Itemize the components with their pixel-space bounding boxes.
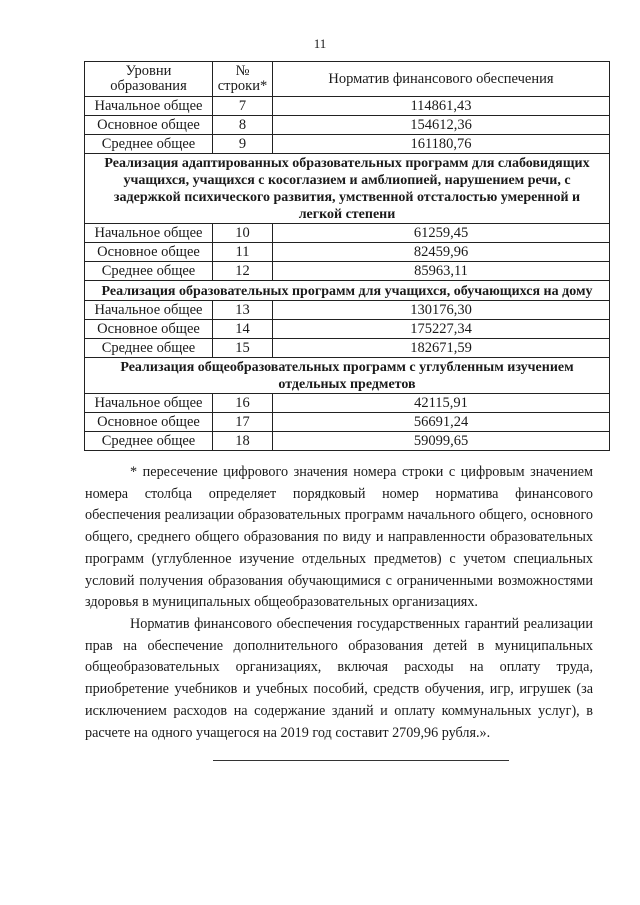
financing-norms-table	[84, 61, 610, 451]
cell-level: Среднее общее	[85, 262, 213, 281]
cell-row-number: 10	[213, 224, 273, 243]
footnote: * пересечение цифрового значения номера строки с цифровым значением номера столбца определяет порядковый номер норматива финансового обеспечения реализации образовательных программ начального общего, основного общего, среднего общего образования по виду и направленности образовательных программ (углубленное изучение отдельных предметов) с учетом специальных условий получения образования обучающимися с ограниченными возможностями здоровья в муниципальных общеобразовательных организациях.	[85, 464, 593, 611]
cell-row-number: 17	[213, 413, 273, 432]
cell-row-number: 15	[213, 339, 273, 358]
cell-level: Среднее общее	[85, 135, 213, 154]
table-row	[85, 301, 610, 320]
page-number: 11	[313, 36, 327, 51]
cell-level: Начальное общее	[85, 301, 213, 320]
cell-row-number: 11	[213, 243, 273, 262]
cell-row-number: 8	[213, 116, 273, 135]
cell-level: Среднее общее	[85, 339, 213, 358]
cell-norm-value: 85963,11	[273, 262, 610, 281]
section-title: Реализация общеобразовательных программ с углубленным изучением отдельных предметов	[85, 358, 610, 394]
cell-norm-value: 61259,45	[273, 224, 610, 243]
section-title: Реализация адаптированных образовательных программ для слабовидящих учащихся, учащихся с косоглазием и амблиопией, нарушением речи, с задержкой психического развития, умственной отсталостью умеренной и легкой степени	[85, 154, 610, 224]
table-row	[85, 339, 610, 358]
cell-norm-value: 175227,34	[273, 320, 610, 339]
table-row	[85, 320, 610, 339]
header-norm: Норматив финансового обеспечения	[273, 62, 610, 97]
cell-row-number: 16	[213, 394, 273, 413]
cell-norm-value: 130176,30	[273, 301, 610, 320]
cell-row-number: 18	[213, 432, 273, 451]
cell-row-number: 13	[213, 301, 273, 320]
table-row	[85, 262, 610, 281]
table-row	[85, 432, 610, 451]
section-row	[85, 154, 610, 224]
table-row	[85, 97, 610, 116]
cell-level: Начальное общее	[85, 224, 213, 243]
cell-norm-value: 114861,43	[273, 97, 610, 116]
cell-level: Начальное общее	[85, 394, 213, 413]
cell-norm-value: 154612,36	[273, 116, 610, 135]
closing-rule	[213, 760, 509, 761]
table-row	[85, 243, 610, 262]
cell-row-number: 9	[213, 135, 273, 154]
cell-norm-value: 59099,65	[273, 432, 610, 451]
cell-level: Основное общее	[85, 243, 213, 262]
cell-row-number: 12	[213, 262, 273, 281]
table-row	[85, 413, 610, 432]
cell-level: Основное общее	[85, 116, 213, 135]
table-row	[85, 224, 610, 243]
cell-norm-value: 56691,24	[273, 413, 610, 432]
header-level: Уровни образования	[85, 62, 213, 97]
cell-level: Начальное общее	[85, 97, 213, 116]
table-header-row	[85, 62, 610, 97]
table-body	[85, 97, 610, 451]
cell-norm-value: 42115,91	[273, 394, 610, 413]
table-row	[85, 116, 610, 135]
section-row	[85, 358, 610, 394]
header-row-number: № строки*	[213, 62, 273, 97]
table-row	[85, 394, 610, 413]
cell-norm-value: 161180,76	[273, 135, 610, 154]
paragraph-additional-education: Норматив финансового обеспечения государственных гарантий реализации прав на обеспечение дополнительного образования детей в муниципальных общеобразовательных организациях, включая расходы на оплату труда, приобретение учебников и учебных пособий, средств обучения, игр, игрушек (за исключением расходов на содержание зданий и оплату коммунальных услуг), в расчете на одного учащегося на 2019 год составит 2709,96 рубля.».	[85, 616, 593, 741]
section-row	[85, 281, 610, 301]
table-row	[85, 135, 610, 154]
cell-row-number: 7	[213, 97, 273, 116]
cell-norm-value: 182671,59	[273, 339, 610, 358]
section-title: Реализация образовательных программ для учащихся, обучающихся на дому	[85, 281, 610, 301]
cell-level: Основное общее	[85, 413, 213, 432]
cell-level: Основное общее	[85, 320, 213, 339]
cell-norm-value: 82459,96	[273, 243, 610, 262]
cell-level: Среднее общее	[85, 432, 213, 451]
cell-row-number: 14	[213, 320, 273, 339]
